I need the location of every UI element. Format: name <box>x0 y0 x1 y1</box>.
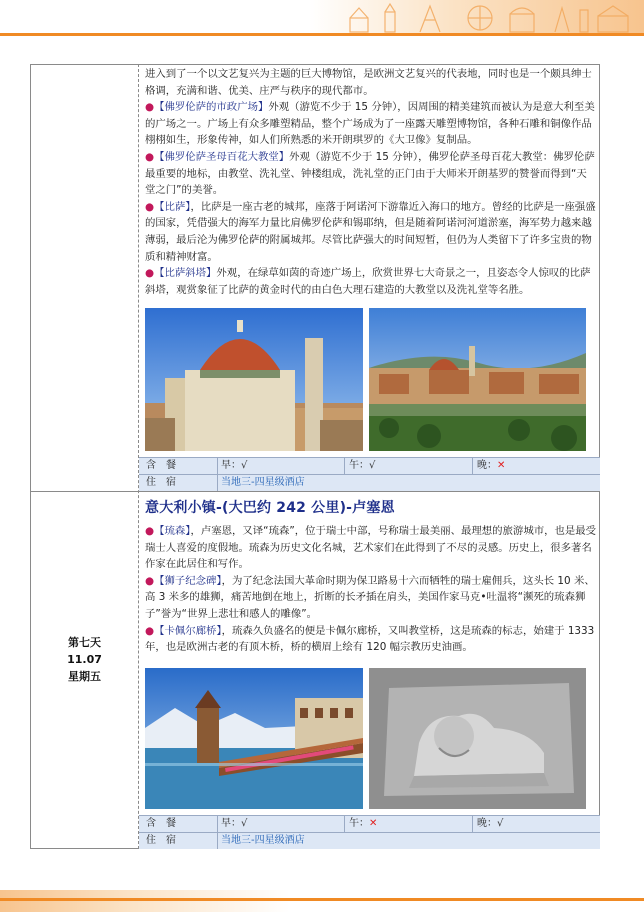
hotel-label: 住 宿 <box>146 477 176 488</box>
day-number: 第七天 <box>68 636 101 649</box>
day-divider <box>30 491 600 492</box>
attraction-chapel-bridge: ●【卡佩尔廊桥】，琉森久负盛名的便是卡佩尔廊桥，又叫教堂桥，这是琉森的标志，始建于 1333 年，也是欧洲古老的有顶木桥，桥的横眉上绘有 120 幅宗教历史油画。 <box>145 624 595 654</box>
hotel-value: 当地三-四星级酒店 <box>221 477 305 488</box>
check-icon: √ <box>241 818 248 829</box>
day7-description-block <box>145 523 597 656</box>
day-description-block <box>145 66 597 298</box>
lion-monument-photo <box>369 668 586 809</box>
day1-meals-row <box>139 457 600 474</box>
page-footer-decoration <box>0 890 644 912</box>
cross-icon: ✕ <box>497 460 506 471</box>
header-accent-line <box>0 33 644 36</box>
footer-accent-line <box>0 898 644 901</box>
florence-duomo-photo <box>145 308 363 451</box>
day7-meals-row <box>139 815 600 832</box>
chapel-bridge-photo <box>145 668 363 809</box>
day7-hotel-row <box>139 832 600 849</box>
breakfast-cell: 早：√ <box>221 818 248 829</box>
hotel-label: 住 宿 <box>146 835 176 846</box>
cross-icon: ✕ <box>369 818 378 829</box>
day-weekday: 星期五 <box>68 670 101 683</box>
meals-label: 含 餐 <box>146 818 176 829</box>
attraction-lucerne: ●【琉森】，卢塞恩，又译“琉森”，位于瑞士中部，号称瑞士最美丽、最理想的旅游城市，也是最受瑞士人喜爱的度假地。琉森为历史文化名城，艺术家们在此得到了不尽的灵感。历史上，很多著名作家在此居住和写作。 <box>145 525 597 571</box>
city-skyline-icon <box>330 0 644 34</box>
day-route-title: 意大利小镇-(大巴约 242 公里)-卢塞恩 <box>145 500 395 516</box>
day-label-column <box>30 64 139 849</box>
day-date: 11.07 <box>67 653 102 666</box>
intro-paragraph: 进入到了一个以文艺复兴为主题的巨大博物馆，是欧洲文艺复兴的代表地，同时也是一个颇具绅士格调，充满和谐、优美、庄严与秩序的现代都市。 <box>145 68 592 97</box>
attraction-leaning-tower: ●【比萨斜塔】外观，在绿草如茵的奇迹广场上，欣赏世界七大奇景之一，且姿态令人惊叹的比萨斜塔，观赏象征了比萨的黄金时代的由白色大理石建造的大教堂以及洗礼堂等名胜。 <box>145 267 591 296</box>
florence-panorama-photo <box>369 308 586 451</box>
check-icon: √ <box>369 460 376 471</box>
check-icon: √ <box>241 460 248 471</box>
attraction-piazza-signoria: ●【佛罗伦萨的市政广场】外观（游览不少于 15 分钟），因周围的精美建筑而被认为是意大利至美的广场之一。广场上有众多雕塑精品，整个广场成为了一座露天雕塑博物馆，各种石雕和铜像作品栩栩如生，形象传神，如人们所熟悉的米开朗琪罗的《大卫像》复制品。 <box>145 101 595 147</box>
dinner-cell: 晚：✕ <box>477 460 506 471</box>
check-icon: √ <box>497 818 504 829</box>
day1-hotel-row <box>139 474 600 491</box>
lunch-cell: 午：√ <box>349 460 376 471</box>
page-header-decoration <box>0 0 644 34</box>
lunch-cell: 午：✕ <box>349 818 378 829</box>
attraction-florence-cathedral: ●【佛罗伦萨圣母百花大教堂】外观（游览不少于 15 分钟），佛罗伦萨圣母百花大教堂：佛罗伦萨最重要的地标，由教堂、洗礼堂、钟楼组成，洗礼堂的正门由于大师米开朗基罗的赞誉而得到“天堂之门”的美誉。 <box>145 150 595 197</box>
meals-label: 含 餐 <box>146 460 176 471</box>
breakfast-cell: 早：√ <box>221 460 248 471</box>
day-label <box>30 634 139 685</box>
attraction-lion-monument: ●【狮子纪念碑】，为了纪念法国大革命时期为保卫路易十六而牺牲的瑞士雇佣兵，这头长 10 米、高 3 米多的雄狮，痛苦地倒在地上，折断的长矛插在肩头，美国作家马克•吐温将“濒死的琉森狮子”誉为“世界上悲壮和感人的雕像”。 <box>145 574 595 620</box>
attraction-pisa: ●【比萨】，比萨是一座古老的城邦，座落于阿诺河下游靠近入海口的地方。曾经的比萨是一座强盛的国家，凭借强大的海军力量比肩佛罗伦萨和锡耶纳，但是随着阿诺河河道淤塞，海军势力越来越薄弱，最后沦为佛罗伦萨的附属城邦。尽管比萨强大的时间短暂，但仍为人类留下了许多宝贵的物质和精神财富。 <box>145 200 596 263</box>
hotel-value: 当地三-四星级酒店 <box>221 835 305 846</box>
dinner-cell: 晚：√ <box>477 818 504 829</box>
